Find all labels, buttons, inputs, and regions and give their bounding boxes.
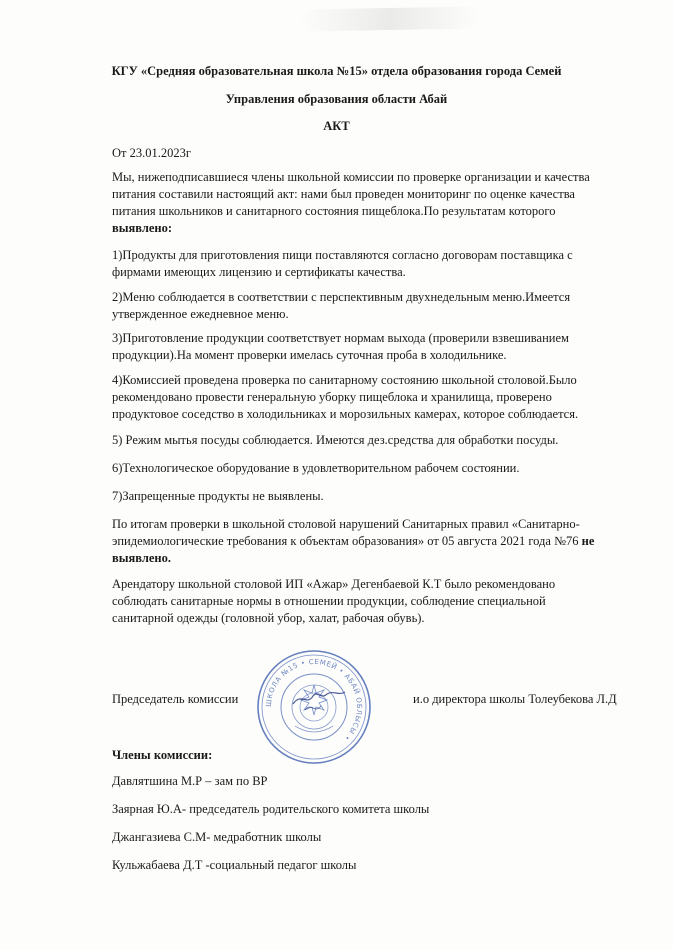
scan-artifact xyxy=(300,6,480,31)
intro-paragraph xyxy=(112,169,647,237)
intro-line: питания школьников и санитарного состояния пищеблока.По результатам которого xyxy=(112,204,556,218)
conclusion-not: не xyxy=(581,534,595,548)
item-line: 3)Приготовление продукции соответствует нормам выхода (проверили взвешиванием xyxy=(112,331,569,345)
item-line: 5) Режим мытья посуды соблюдается. Имеются дез.средства для обработки посуды. xyxy=(112,433,559,447)
members-title: Члены комиссии: xyxy=(112,748,213,762)
item-2 xyxy=(112,289,647,323)
member-item: Кульжабаева Д.Т -социальный педагог школы xyxy=(112,858,357,872)
recommendation-line: соблюдать санитарные нормы в отношении продукции, соблюдение специальной xyxy=(112,594,546,608)
item-line: 4)Комиссией проведена проверка по санитарному состоянию школьной столовой.Было xyxy=(112,373,577,387)
conclusion-line: По итогам проверки в школьной столовой нарушений Санитарных правил «Санитарно- xyxy=(112,517,580,531)
member-item: Заярная Ю.А- председатель родительского комитета школы xyxy=(112,802,430,816)
director-label: и.о директора школы Толеубекова Л.Д xyxy=(413,692,617,706)
recommendation-line: санитарной одежды (головной убор, халат, рабочая обувь). xyxy=(112,611,425,625)
item-3 xyxy=(112,330,647,364)
item-1 xyxy=(112,247,647,281)
intro-found-label: выявлено: xyxy=(112,221,173,235)
item-line: 6)Технологическое оборудование в удовлетворительном рабочем состоянии. xyxy=(112,461,520,475)
document-date: От 23.01.2023г xyxy=(112,146,191,160)
recommendation-paragraph xyxy=(112,576,647,627)
org-dept-line: Управления образования области Абай xyxy=(225,92,448,106)
intro-line: Мы, нижеподписавшиеся члены школьной комиссии по проверке организации и качества xyxy=(112,170,590,184)
item-line: утвержденное ежедневное меню. xyxy=(112,307,289,321)
item-5 xyxy=(112,432,647,449)
org-name-line: КГУ «Средняя образовательная школа №15» отдела образования города Семей xyxy=(111,64,562,78)
item-line: 1)Продукты для приготовления пищи поставляются согласно договорам поставщика с xyxy=(112,248,573,262)
item-line: 7)Запрещенные продукты не выявлены. xyxy=(112,489,324,503)
document-title: АКТ xyxy=(323,119,350,133)
stamp-ring-text: ШКОЛА №15 • СЕМЕЙ • АБАЙ ОБЛЫСЫ • xyxy=(264,657,364,743)
conclusion-paragraph xyxy=(112,516,647,567)
intro-line: питания составили настоящий акт: нами был проведен мониторинг по оценке качества xyxy=(112,187,575,201)
member-item: Давлятшина М.Р – зам по ВР xyxy=(112,774,268,788)
item-line: рекомендовано провести генеральную уборку пищеблока и хранилища, проверено xyxy=(112,390,552,404)
item-line: продуктовое соседство в холодильниках и морозильных камерах, которое соблюдается. xyxy=(112,407,579,421)
item-4 xyxy=(112,372,647,423)
item-6 xyxy=(112,460,647,477)
item-line: продукции).На момент проверки имелась суточная проба в холодильнике. xyxy=(112,348,507,362)
member-item: Джангазиева С.М- медработник школы xyxy=(112,830,322,844)
chairman-label: Председатель комиссии xyxy=(112,692,239,706)
conclusion-found: выявлено. xyxy=(112,551,171,565)
svg-text:ШКОЛА №15 • СЕМЕЙ • АБАЙ ОБЛЫС xyxy=(265,658,363,742)
conclusion-line xyxy=(112,533,647,550)
item-line: фирмами имеющих лицензию и сертификаты качества. xyxy=(112,265,406,279)
item-7 xyxy=(112,488,647,505)
recommendation-line: Арендатору школьной столовой ИП «Ажар» Дегенбаевой К.Т было рекомендовано xyxy=(112,577,556,591)
item-line: 2)Меню соблюдается в соответствии с перспективным двухнедельным меню.Имеется xyxy=(112,290,571,304)
conclusion-line-text: эпидемиологические требования к объектам образования» от 05 августа 2021 года №76 xyxy=(112,534,579,548)
